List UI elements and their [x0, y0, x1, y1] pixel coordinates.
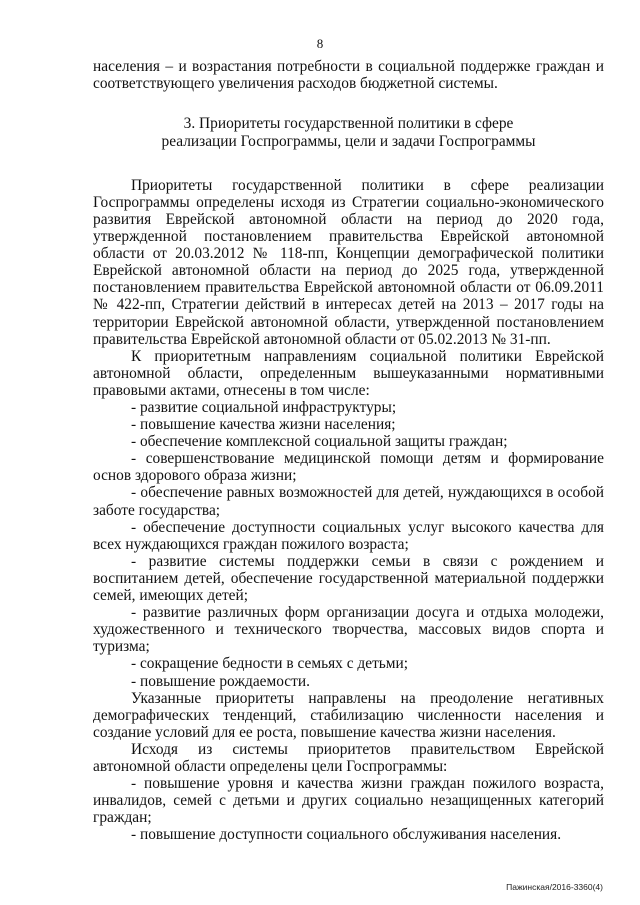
paragraph-priority-directions: К приоритетным направлениям социальной политики Еврейской автономной области, определенным вышеуказанными нормативными правовыми актами, отнесены в том числе: [93, 347, 604, 399]
section-heading-line-1: 3. Приоритеты государственной политики в сфере [183, 115, 514, 133]
section-heading-line-2: реализации Госпрограммы, цели и задачи Госпрограммы [161, 132, 536, 150]
paragraph-priorities-aim: Указанные приоритеты направлены на преодоление негативных демографических тенденций, стабилизацию численности населения и создание условий для ее роста, повышение качества жизни населения. [93, 689, 604, 741]
page-number: 8 [316, 36, 324, 51]
section-heading [93, 115, 604, 151]
list-item-youth-leisure: - развитие различных форм организации досуга и отдыха молодежи, художественного и технического творчества, массовых видов спорта и туризма; [93, 604, 604, 656]
document-body [93, 58, 604, 843]
list-item-infrastructure: - развитие социальной инфраструктуры; [131, 399, 397, 416]
list-item-goal-living-standards: - повышение уровня и качества жизни граждан пожилого возраста, инвалидов, семей с детьми и других социально незащищенных категорий граждан; [93, 775, 604, 827]
list-item-elderly-services: - обеспечение доступности социальных услуг высокого качества для всех нуждающихся граждан пожилого возраста; [93, 518, 604, 553]
footer-document-code: Пажинская/2016-3360(4) [506, 882, 603, 892]
list-item-social-protection: - обеспечение комплексной социальной защиты граждан; [131, 433, 508, 451]
list-item-goal-service-access: - повышение доступности социального обслуживания населения. [131, 826, 562, 844]
list-item-birth-rate: - повышение рождаемости. [131, 672, 310, 690]
list-item-equal-opportunities: - обеспечение равных возможностей для детей, нуждающихся в особой заботе государства; [93, 484, 604, 519]
paragraph-program-goals: Исходя из системы приоритетов правительством Еврейской автономной области определены цели Госпрограммы: [93, 740, 604, 775]
intro-paragraph: населения – и возрастания потребности в социальной поддержке граждан и соответствующего увеличения расходов бюджетной системы. [93, 58, 604, 93]
list-item-poverty-reduction: - сокращение бедности в семьях с детьми; [131, 655, 409, 673]
list-item-quality-of-life: - повышение качества жизни населения; [131, 416, 396, 434]
list-item-child-medical-care: - совершенствование медицинской помощи детям и формирование основ здорового образа жизни; [93, 450, 604, 485]
list-item-family-support: - развитие системы поддержки семьи в связи с рождением и воспитанием детей, обеспечение государственной материальной поддержки семей, имеющих детей; [93, 552, 604, 605]
paragraph-priorities-sources: Приоритеты государственной политики в сфере реализации Госпрограммы определены исходя из Стратегии социально-экономического развития Еврейской автономной области на период до 2020 года, утвержденной постановлением правительства Еврейской автономной области от 20.03.2012 № 118-пп, Концепции демографической политики Еврейской автономной области на период до 2025 года, утвержденной постановлением правительства Еврейской автономной области от 06.09.2011 № 422-пп, Стратегии действий в интересах детей на 2013 – 2017 годы на территории Еврейской автономной области, утвержденной постановлением правительства Еврейской автономной области от 05.02.2013 № 31-пп. [93, 176, 604, 348]
